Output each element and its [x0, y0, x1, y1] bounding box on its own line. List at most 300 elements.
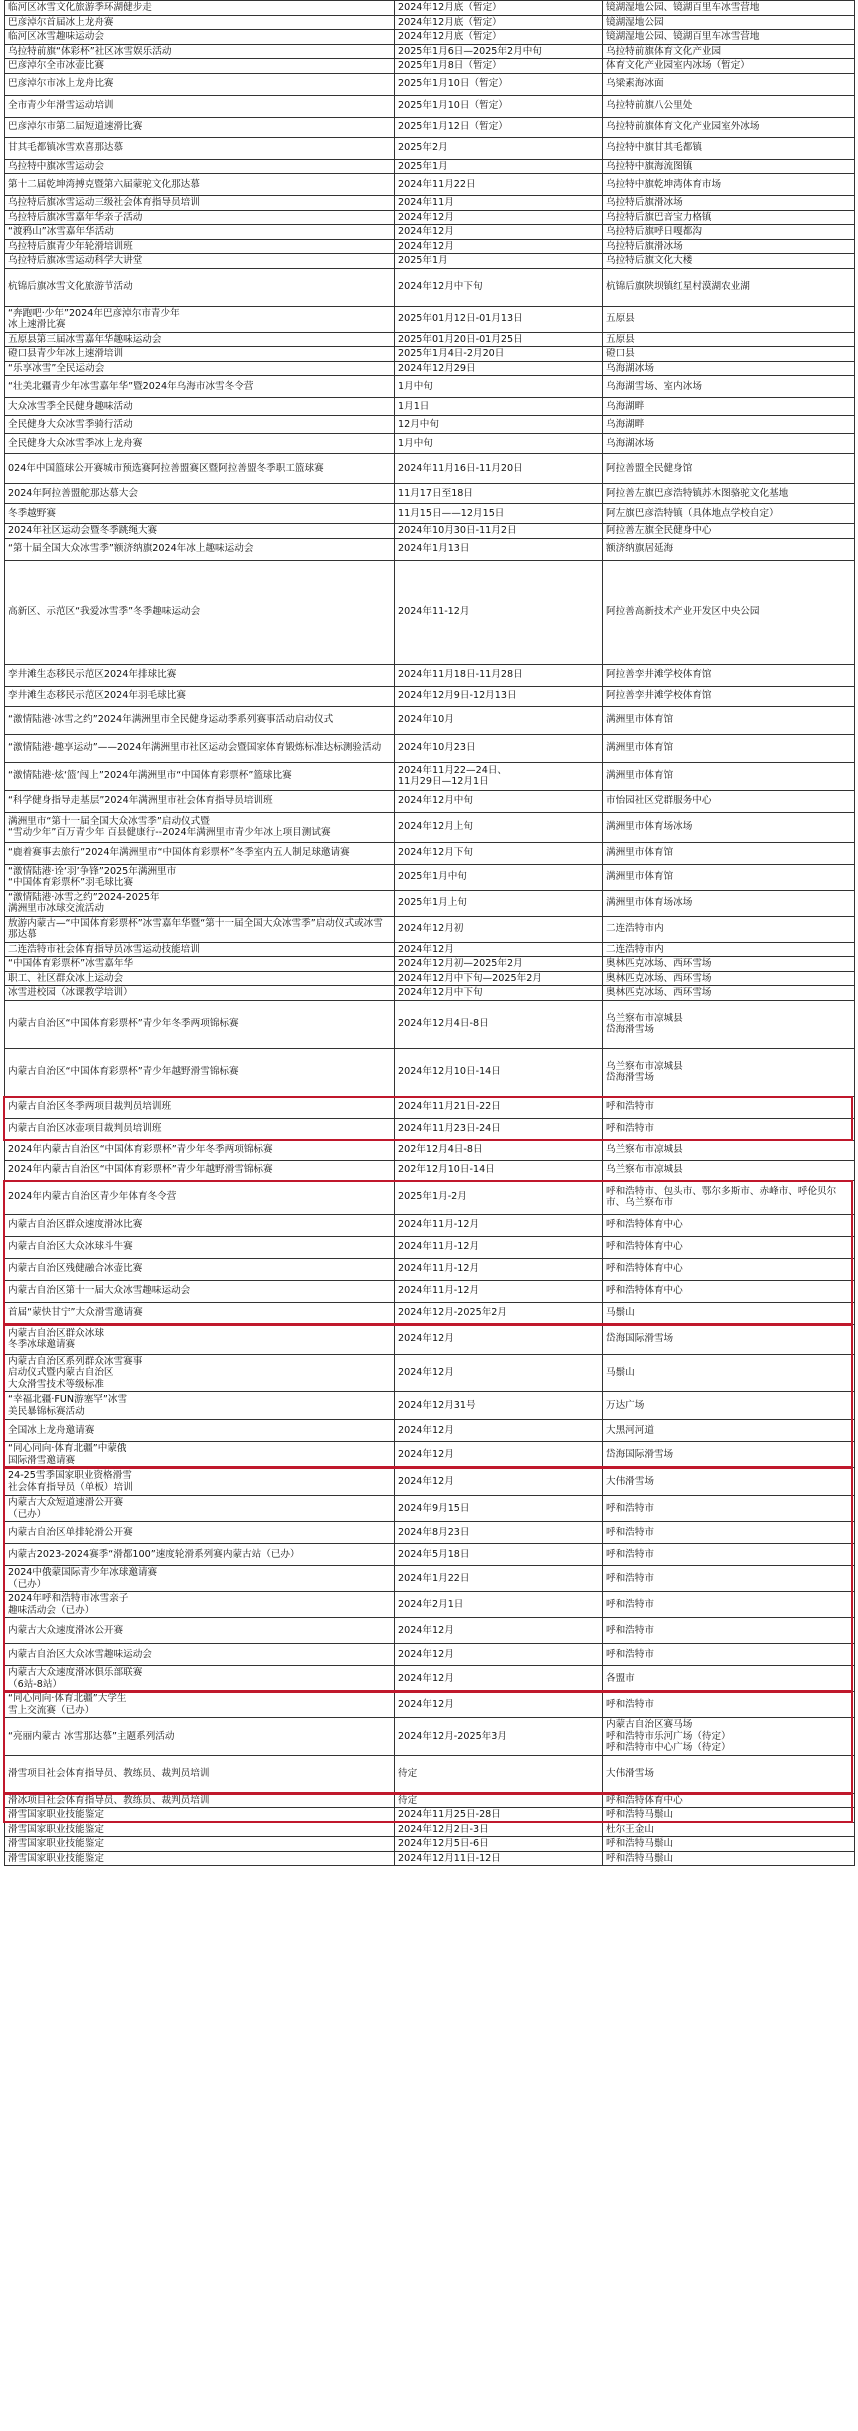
event-place-cell: 乌兰察布市凉城县 岱海滑雪场: [603, 1048, 855, 1096]
event-place-cell: 大黑河河道: [603, 1420, 855, 1442]
event-name-cell: “幸福北疆·FUN游塞罕”冰雪 美民暴锦标赛活动: [5, 1392, 395, 1420]
table-row: [5, 416, 855, 434]
event-place-cell: 乌拉特前旗八公里处: [603, 95, 855, 117]
event-time-cell: 2024年12月-2025年2月: [395, 1302, 603, 1324]
table-row: [5, 361, 855, 376]
event-place-cell: 万达广场: [603, 1392, 855, 1420]
event-name-cell: “中国体育彩票杯”冰雪嘉年华: [5, 957, 395, 972]
event-name-cell: 大众冰雪季全民健身趣味活动: [5, 398, 395, 416]
event-place-cell: 乌拉特中旗甘其毛都镇: [603, 137, 855, 159]
event-place-cell: 呼和浩特体育中心: [603, 1214, 855, 1236]
event-name-cell: 冰雪进校园（冰课教学培训）: [5, 986, 395, 1001]
event-time-cell: 2025年1月上旬: [395, 890, 603, 916]
event-place-cell: 呼和浩特马鬃山: [603, 1837, 855, 1852]
event-name-cell: 2024年内蒙古自治区“中国体育彩票杯”青少年冬季两项锦标赛: [5, 1140, 395, 1160]
event-time-cell: 2024年12月: [395, 1618, 603, 1644]
table-row: [5, 239, 855, 254]
table-row: [5, 1442, 855, 1468]
table-row: [5, 1468, 855, 1496]
event-time-cell: 待定: [395, 1755, 603, 1793]
event-place-cell: 满洲里市体育馆: [603, 762, 855, 790]
event-name-cell: “科学健身指导走基层”2024年满洲里市社会体育指导员培训班: [5, 790, 395, 812]
event-time-cell: 2024年12月11日-12日: [395, 1851, 603, 1866]
table-row: [5, 1496, 855, 1522]
event-time-cell: 2024年10月23日: [395, 734, 603, 762]
event-name-cell: 2024年阿拉善盟舵那达慕大会: [5, 484, 395, 504]
table-row: [5, 1140, 855, 1160]
event-place-cell: 额济纳旗居延海: [603, 538, 855, 560]
event-time-cell: 2024年11月25日-28日: [395, 1808, 603, 1823]
event-time-cell: 11月17日至18日: [395, 484, 603, 504]
event-place-cell: 奥林匹克冰场、西环雪场: [603, 986, 855, 1001]
table-row: [5, 1544, 855, 1566]
event-place-cell: 呼和浩特市: [603, 1644, 855, 1666]
event-place-cell: 呼和浩特市: [603, 1544, 855, 1566]
table-row: [5, 916, 855, 942]
event-place-cell: 乌拉特后旗呼日嘎都沟: [603, 225, 855, 240]
event-place-cell: 呼和浩特市: [603, 1096, 855, 1118]
event-name-cell: 内蒙古大众速度滑冰俱乐部联赛 （6站-8站）: [5, 1666, 395, 1692]
event-time-cell: 2024年12月上旬: [395, 812, 603, 842]
table-row: [5, 1618, 855, 1644]
event-place-cell: 呼和浩特体育中心: [603, 1280, 855, 1302]
event-place-cell: 各盟市: [603, 1666, 855, 1692]
event-time-cell: 1月中旬: [395, 376, 603, 398]
table-row: [5, 1566, 855, 1592]
event-time-cell: 2024年12月下旬: [395, 842, 603, 864]
event-time-cell: 2025年1月6日—2025年2月中旬: [395, 44, 603, 59]
event-time-cell: 2024年11月-12月: [395, 1214, 603, 1236]
event-place-cell: 乌拉特后旗滑冰场: [603, 196, 855, 211]
table-row: [5, 504, 855, 524]
event-place-cell: 乌海湖冰场: [603, 361, 855, 376]
table-row: [5, 15, 855, 30]
table-row: [5, 957, 855, 972]
event-time-cell: 2025年1月4日-2月20日: [395, 347, 603, 362]
event-name-cell: 内蒙古自治区第十一届大众冰雪趣味运动会: [5, 1280, 395, 1302]
event-name-cell: 2024年内蒙古自治区青少年体育冬令营: [5, 1180, 395, 1214]
event-name-cell: 全市青少年滑雪运动培训: [5, 95, 395, 117]
table-row: [5, 1692, 855, 1718]
table-row: [5, 1592, 855, 1618]
event-name-cell: 乌拉特后旗冰雪运动三级社会体育指导员培训: [5, 196, 395, 211]
table-row: [5, 538, 855, 560]
event-place-cell: 乌海湖畔: [603, 416, 855, 434]
table-row: [5, 1522, 855, 1544]
table-row: [5, 762, 855, 790]
event-time-cell: 12月中旬: [395, 416, 603, 434]
event-place-cell: 大伟滑雪场: [603, 1755, 855, 1793]
event-place-cell: 体育文化产业园室内冰场（暂定）: [603, 59, 855, 74]
event-name-cell: 二连浩特市社会体育指导员冰雪运动技能培训: [5, 942, 395, 957]
event-name-cell: 巴彦淖尔市第二届短道速滑比赛: [5, 117, 395, 137]
table-row: [5, 1851, 855, 1866]
event-name-cell: 滑雪国家职业技能鉴定: [5, 1808, 395, 1823]
event-place-cell: 二连浩特市内: [603, 942, 855, 957]
event-name-cell: “壮美北疆青少年冰雪嘉年华”暨2024年乌海市冰雪冬令营: [5, 376, 395, 398]
table-row: [5, 864, 855, 890]
event-time-cell: 2024年12月: [395, 1644, 603, 1666]
event-time-cell: 2025年1月10日（暂定）: [395, 95, 603, 117]
event-time-cell: 1月中旬: [395, 434, 603, 454]
event-time-cell: 11月15日——12月15日: [395, 504, 603, 524]
event-place-cell: 呼和浩特马鬃山: [603, 1808, 855, 1823]
event-time-cell: 2024年12月初—2025年2月: [395, 957, 603, 972]
event-place-cell: 五原县: [603, 306, 855, 332]
event-time-cell: 2024年12月底（暂定）: [395, 1, 603, 16]
table-row: [5, 174, 855, 196]
event-place-cell: 镜湖湿地公园: [603, 15, 855, 30]
event-time-cell: 2024年12月中旬: [395, 790, 603, 812]
table-row: [5, 306, 855, 332]
event-name-cell: 024年中国篮球公开赛城市预选赛阿拉善盟赛区暨阿拉善盟冬季职工篮球赛: [5, 454, 395, 484]
event-place-cell: 呼和浩特市: [603, 1566, 855, 1592]
event-name-cell: 全民健身大众冰雪季冰上龙舟赛: [5, 434, 395, 454]
event-name-cell: 内蒙古2023-2024赛季“滑都100”速度轮滑系列赛内蒙古站（已办）: [5, 1544, 395, 1566]
event-place-cell: 乌兰察布市凉城县: [603, 1140, 855, 1160]
table-row: [5, 210, 855, 225]
table-row: [5, 196, 855, 211]
event-time-cell: 2024年11月16日-11月20日: [395, 454, 603, 484]
event-time-cell: 2024年12月31号: [395, 1392, 603, 1420]
event-name-cell: 内蒙古大众速度滑冰公开赛: [5, 1618, 395, 1644]
event-time-cell: 2024年12月: [395, 1468, 603, 1496]
event-time-cell: 2024年12月: [395, 1420, 603, 1442]
event-name-cell: 巴彦淖尔首届冰上龙舟赛: [5, 15, 395, 30]
table-row: [5, 1755, 855, 1793]
table-row: [5, 1666, 855, 1692]
table-row: [5, 1302, 855, 1324]
event-name-cell: 内蒙古自治区大众冰雪趣味运动会: [5, 1644, 395, 1666]
event-time-cell: 2024年11月23日-24日: [395, 1118, 603, 1140]
event-place-cell: 乌拉特后旗巴音宝力格镇: [603, 210, 855, 225]
event-time-cell: 2024年11-12月: [395, 560, 603, 664]
event-place-cell: 乌海湖冰场: [603, 434, 855, 454]
event-place-cell: 五原县: [603, 332, 855, 347]
table-row: [5, 73, 855, 95]
event-time-cell: 2024年12月初: [395, 916, 603, 942]
event-place-cell: 阿拉善左旗巴彦浩特镇苏木图骆驼文化基地: [603, 484, 855, 504]
event-time-cell: 2025年1月-2月: [395, 1180, 603, 1214]
event-name-cell: 五原县第三届冰雪嘉年华趣味运动会: [5, 332, 395, 347]
table-row: [5, 1280, 855, 1302]
event-place-cell: 满洲里市体育馆: [603, 706, 855, 734]
event-time-cell: 2024年2月1日: [395, 1592, 603, 1618]
event-place-cell: 呼和浩特市: [603, 1522, 855, 1544]
event-place-cell: 杭锦后旗陕坝镇红星村漠湖农业湖: [603, 268, 855, 306]
event-name-cell: 内蒙古自治区群众冰球 冬季冰球邀请赛: [5, 1324, 395, 1354]
event-place-cell: 呼和浩特市: [603, 1692, 855, 1718]
table-row: [5, 268, 855, 306]
event-name-cell: 满洲里市“第十一届全国大众冰雪季”启动仪式暨 “雪动少年”百万青少年 百县健康行--2024年满洲里市青少年冰上项目测试赛: [5, 812, 395, 842]
event-time-cell: 2025年2月: [395, 137, 603, 159]
table-row: [5, 812, 855, 842]
event-place-cell: 呼和浩特市: [603, 1592, 855, 1618]
event-name-cell: 内蒙古自治区冬季两项目裁判员培训班: [5, 1096, 395, 1118]
event-place-cell: 马鬃山: [603, 1302, 855, 1324]
table-row: [5, 454, 855, 484]
event-place-cell: 呼和浩特市、包头市、鄂尔多斯市、赤峰市、呼伦贝尔市、乌兰察布市: [603, 1180, 855, 1214]
event-place-cell: 阿拉善高新技术产业开发区中央公园: [603, 560, 855, 664]
event-name-cell: “亮丽内蒙古 冰雪那达慕”主题系列活动: [5, 1718, 395, 1756]
event-name-cell: “奔跑吧·少年”2024年巴彦淖尔市青少年 冰上速滑比赛: [5, 306, 395, 332]
table-row: [5, 986, 855, 1001]
event-time-cell: 待定: [395, 1793, 603, 1808]
event-name-cell: 乌拉特中旗冰雪运动会: [5, 159, 395, 174]
event-place-cell: 满洲里市体育馆: [603, 734, 855, 762]
event-place-cell: 乌梁素海冰面: [603, 73, 855, 95]
table-row: [5, 524, 855, 539]
table-row: [5, 842, 855, 864]
table-row: [5, 1420, 855, 1442]
event-place-cell: 镜湖湿地公园、镜湖百里车冰雪营地: [603, 1, 855, 16]
event-name-cell: 24-25雪季国家职业资格滑雪 社会体育指导员（单板）培训: [5, 1468, 395, 1496]
event-time-cell: 2024年12月中下旬: [395, 986, 603, 1001]
event-place-cell: 阿拉善左旗全民健身中心: [603, 524, 855, 539]
event-place-cell: 乌拉特后旗文化大楼: [603, 254, 855, 269]
event-place-cell: 满洲里市体育场冰场: [603, 812, 855, 842]
table-row: [5, 1000, 855, 1048]
table-row: [5, 225, 855, 240]
event-name-cell: 巴彦淖尔全市冰壶比赛: [5, 59, 395, 74]
event-time-cell: 2024年12月: [395, 1354, 603, 1392]
event-place-cell: 呼和浩特市: [603, 1118, 855, 1140]
event-time-cell: 2024年12月: [395, 239, 603, 254]
event-name-cell: “激情陆港·冰雪之约”2024-2025年 满洲里市冰球交流活动: [5, 890, 395, 916]
table-row: [5, 1048, 855, 1096]
event-name-cell: 内蒙古自治区“中国体育彩票杯”青少年冬季两项锦标赛: [5, 1000, 395, 1048]
event-name-cell: “乐享冰雪”全民运动会: [5, 361, 395, 376]
event-place-cell: 满洲里市体育场冰场: [603, 890, 855, 916]
table-row: [5, 942, 855, 957]
event-time-cell: 2024年12月: [395, 1666, 603, 1692]
event-name-cell: 磴口县青少年冰上速滑培训: [5, 347, 395, 362]
event-name-cell: “同心同向·体育北疆”大学生 雪上交流赛（已办）: [5, 1692, 395, 1718]
event-time-cell: 2024年11月22—24日、 11月29日—12月1日: [395, 762, 603, 790]
event-time-cell: 2024年8月23日: [395, 1522, 603, 1544]
table-row: [5, 560, 855, 664]
event-place-cell: 市怡园社区党群服务中心: [603, 790, 855, 812]
event-name-cell: 冬季越野赛: [5, 504, 395, 524]
table-row: [5, 59, 855, 74]
event-time-cell: 2025年01月12日-01月13日: [395, 306, 603, 332]
event-place-cell: 岱海国际滑雪场: [603, 1442, 855, 1468]
table-row: [5, 1160, 855, 1180]
event-place-cell: 奥林匹克冰场、西环雪场: [603, 957, 855, 972]
table-row: [5, 1118, 855, 1140]
event-time-cell: 1月1日: [395, 398, 603, 416]
event-place-cell: 阿拉善孪井滩学校体育馆: [603, 686, 855, 706]
table-row: [5, 254, 855, 269]
event-place-cell: 奥林匹克冰场、西环雪场: [603, 971, 855, 986]
event-time-cell: 2025年01月20日-01月25日: [395, 332, 603, 347]
table-row: [5, 664, 855, 686]
event-time-cell: 2024年12月9日-12月13日: [395, 686, 603, 706]
table-row: [5, 686, 855, 706]
table-row: [5, 1392, 855, 1420]
table-row: [5, 1718, 855, 1756]
event-schedule-table: [4, 0, 855, 1866]
event-place-cell: 呼和浩特马鬃山: [603, 1851, 855, 1866]
event-place-cell: 满洲里市体育馆: [603, 864, 855, 890]
event-name-cell: 全民健身大众冰雪季骑行活动: [5, 416, 395, 434]
event-time-cell: 2024年5月18日: [395, 1544, 603, 1566]
event-time-cell: 2024年12月: [395, 1324, 603, 1354]
event-name-cell: 内蒙古自治区群众速度滑冰比赛: [5, 1214, 395, 1236]
event-place-cell: 乌拉特中旗海流图镇: [603, 159, 855, 174]
event-name-cell: 2024年内蒙古自治区“中国体育彩票杯”青少年越野滑雪锦标赛: [5, 1160, 395, 1180]
table-row: [5, 1808, 855, 1823]
event-name-cell: 第十二届乾坤湾搏克暨第六届蒙驼文化那达慕: [5, 174, 395, 196]
event-name-cell: 滑雪项目社会体育指导员、教练员、裁判员培训: [5, 1755, 395, 1793]
event-name-cell: 全国冰上龙舟邀请赛: [5, 1420, 395, 1442]
event-time-cell: 2024年1月13日: [395, 538, 603, 560]
table-row: [5, 159, 855, 174]
event-place-cell: 磴口县: [603, 347, 855, 362]
event-name-cell: 杭锦后旗冰雪文化旅游节活动: [5, 268, 395, 306]
event-place-cell: 呼和浩特体育中心: [603, 1793, 855, 1808]
event-name-cell: 乌拉特后旗冰雪运动科学大讲堂: [5, 254, 395, 269]
event-time-cell: 2025年1月8日（暂定）: [395, 59, 603, 74]
event-place-cell: 二连浩特市内: [603, 916, 855, 942]
table-row: [5, 734, 855, 762]
table-row: [5, 1258, 855, 1280]
event-place-cell: 乌拉特后旗滑冰场: [603, 239, 855, 254]
event-name-cell: 敖游内蒙古—“中国体育彩票杯”冰雪嘉年华暨“第十一届全国大众冰雪季”启动仪式或冰雪那达慕: [5, 916, 395, 942]
event-time-cell: 2024年11月-12月: [395, 1280, 603, 1302]
event-place-cell: 阿拉善孪井滩学校体育馆: [603, 664, 855, 686]
event-time-cell: 2024年9月15日: [395, 1496, 603, 1522]
event-name-cell: “第十届全国大众冰雪季”额济纳旗2024年冰上趣味运动会: [5, 538, 395, 560]
event-time-cell: 2024年11月-12月: [395, 1236, 603, 1258]
table-row: [5, 44, 855, 59]
event-place-cell: 乌海湖雪场、室内冰场: [603, 376, 855, 398]
event-name-cell: 内蒙古自治区单排轮滑公开赛: [5, 1522, 395, 1544]
table-row: [5, 1822, 855, 1837]
event-time-cell: 2024年1月22日: [395, 1566, 603, 1592]
event-name-cell: 滑雪国家职业技能鉴定: [5, 1851, 395, 1866]
table-row: [5, 484, 855, 504]
event-name-cell: “激情陆港·炫‘篮’闯上”2024年满洲里市“中国体育彩票杯”篮球比赛: [5, 762, 395, 790]
event-place-cell: 马鬃山: [603, 1354, 855, 1392]
event-name-cell: 内蒙古自治区大众冰球斗牛赛: [5, 1236, 395, 1258]
table-row: [5, 347, 855, 362]
event-name-cell: 首届“蒙快甘宁”大众滑雪邀请赛: [5, 1302, 395, 1324]
event-place-cell: 大伟滑雪场: [603, 1468, 855, 1496]
event-time-cell: 2025年1月12日（暂定）: [395, 117, 603, 137]
event-place-cell: 满洲里市体育馆: [603, 842, 855, 864]
event-place-cell: 岱海国际滑雪场: [603, 1324, 855, 1354]
event-time-cell: 2024年12月5日-6日: [395, 1837, 603, 1852]
table-row: [5, 790, 855, 812]
event-name-cell: 内蒙古自治区残健融合冰壶比赛: [5, 1258, 395, 1280]
event-time-cell: 202年12月4日-8日: [395, 1140, 603, 1160]
table-row: [5, 434, 855, 454]
event-place-cell: 乌拉特前旗体育文化产业园室外冰场: [603, 117, 855, 137]
event-time-cell: 2024年12月中下旬—2025年2月: [395, 971, 603, 986]
event-time-cell: 2025年1月10日（暂定）: [395, 73, 603, 95]
event-name-cell: “渡鸦山”冰雪嘉年华活动: [5, 225, 395, 240]
event-name-cell: 滑雪国家职业技能鉴定: [5, 1837, 395, 1852]
event-name-cell: 甘其毛都镇冰雪欢喜那达慕: [5, 137, 395, 159]
event-time-cell: 2024年12月底（暂定）: [395, 30, 603, 45]
event-place-cell: 呼和浩特市: [603, 1496, 855, 1522]
event-time-cell: 2024年12月2日-3日: [395, 1822, 603, 1837]
event-time-cell: 2024年12月-2025年3月: [395, 1718, 603, 1756]
event-name-cell: 滑雪国家职业技能鉴定: [5, 1822, 395, 1837]
table-row: [5, 1214, 855, 1236]
event-time-cell: 2024年12月29日: [395, 361, 603, 376]
table-row: [5, 1324, 855, 1354]
table-row: [5, 1354, 855, 1392]
event-name-cell: “激情陆港·趣享运动”——2024年满洲里市社区运动会暨国家体育锻炼标准达标测验活动: [5, 734, 395, 762]
table-row: [5, 398, 855, 416]
table-row: [5, 137, 855, 159]
table-row: [5, 1837, 855, 1852]
event-name-cell: “激情陆港·冰雪之约”2024年满洲里市全民健身运动季系列赛事活动启动仪式: [5, 706, 395, 734]
event-place-cell: 杜尔王金山: [603, 1822, 855, 1837]
event-name-cell: 滑冰项目社会体育指导员、教练员、裁判员培训: [5, 1793, 395, 1808]
event-place-cell: 乌拉特中旗乾坤湾体育市场: [603, 174, 855, 196]
event-place-cell: 乌拉特前旗体育文化产业园: [603, 44, 855, 59]
table-row: [5, 376, 855, 398]
event-time-cell: 2024年10月30日-11月2日: [395, 524, 603, 539]
event-name-cell: 临河区冰雪文化旅游季环湖健步走: [5, 1, 395, 16]
event-name-cell: 孪井滩生态移民示范区2024年排球比赛: [5, 664, 395, 686]
event-name-cell: “鹿着赛事去旅行”2024年满洲里市“中国体育彩票杯”冬季室内五人制足球邀请赛: [5, 842, 395, 864]
table-row: [5, 1096, 855, 1118]
event-place-cell: 内蒙古自治区赛马场 呼和浩特市乐河广场（待定） 呼和浩特市中心广场（待定）: [603, 1718, 855, 1756]
event-time-cell: 2024年12月底（暂定）: [395, 15, 603, 30]
event-time-cell: 2024年12月: [395, 1692, 603, 1718]
table-row: [5, 117, 855, 137]
event-name-cell: 内蒙古自治区系列群众冰雪赛事 启动仪式暨内蒙古自治区 大众滑雪技术等级标准: [5, 1354, 395, 1392]
event-name-cell: 内蒙古自治区冰壶项目裁判员培训班: [5, 1118, 395, 1140]
table-row: [5, 332, 855, 347]
event-name-cell: “激情陆港·诠‘羽’争锋”2025年满洲里市 “中国体育彩票杯”羽毛球比赛: [5, 864, 395, 890]
event-time-cell: 2024年11月: [395, 196, 603, 211]
event-place-cell: 乌海湖畔: [603, 398, 855, 416]
table-row: [5, 1236, 855, 1258]
event-time-cell: 2024年10月: [395, 706, 603, 734]
event-name-cell: 乌拉特前旗“体彩杯”社区冰雪娱乐活动: [5, 44, 395, 59]
event-name-cell: 巴彦淖尔市冰上龙舟比赛: [5, 73, 395, 95]
table-row: [5, 1, 855, 16]
table-row: [5, 1644, 855, 1666]
event-name-cell: 2024年社区运动会暨冬季跳绳大赛: [5, 524, 395, 539]
event-time-cell: 2024年12月: [395, 225, 603, 240]
event-name-cell: 2024年呼和浩特市冰雪亲子 趣味活动会（已办）: [5, 1592, 395, 1618]
event-time-cell: 2024年11月18日-11月28日: [395, 664, 603, 686]
event-name-cell: 乌拉特后旗冰雪嘉年华亲子活动: [5, 210, 395, 225]
event-name-cell: 内蒙古大众短道速滑公开赛 （已办）: [5, 1496, 395, 1522]
event-place-cell: 呼和浩特市: [603, 1618, 855, 1644]
event-time-cell: 2025年1月: [395, 254, 603, 269]
event-name-cell: “同心同向·体育北疆”中蒙俄 国际滑雪邀请赛: [5, 1442, 395, 1468]
table-row: [5, 706, 855, 734]
event-time-cell: 202年12月10日-14日: [395, 1160, 603, 1180]
event-time-cell: 2024年11月22日: [395, 174, 603, 196]
event-name-cell: 内蒙古自治区“中国体育彩票杯”青少年越野滑雪锦标赛: [5, 1048, 395, 1096]
table-row: [5, 1793, 855, 1808]
table-row: [5, 890, 855, 916]
event-place-cell: 阿拉善盟全民健身馆: [603, 454, 855, 484]
event-place-cell: 阿左旗巴彦浩特镇（具体地点学校自定）: [603, 504, 855, 524]
table-row: [5, 971, 855, 986]
event-time-cell: 2025年1月: [395, 159, 603, 174]
event-time-cell: 2024年12月: [395, 210, 603, 225]
event-time-cell: 2024年11月-12月: [395, 1258, 603, 1280]
